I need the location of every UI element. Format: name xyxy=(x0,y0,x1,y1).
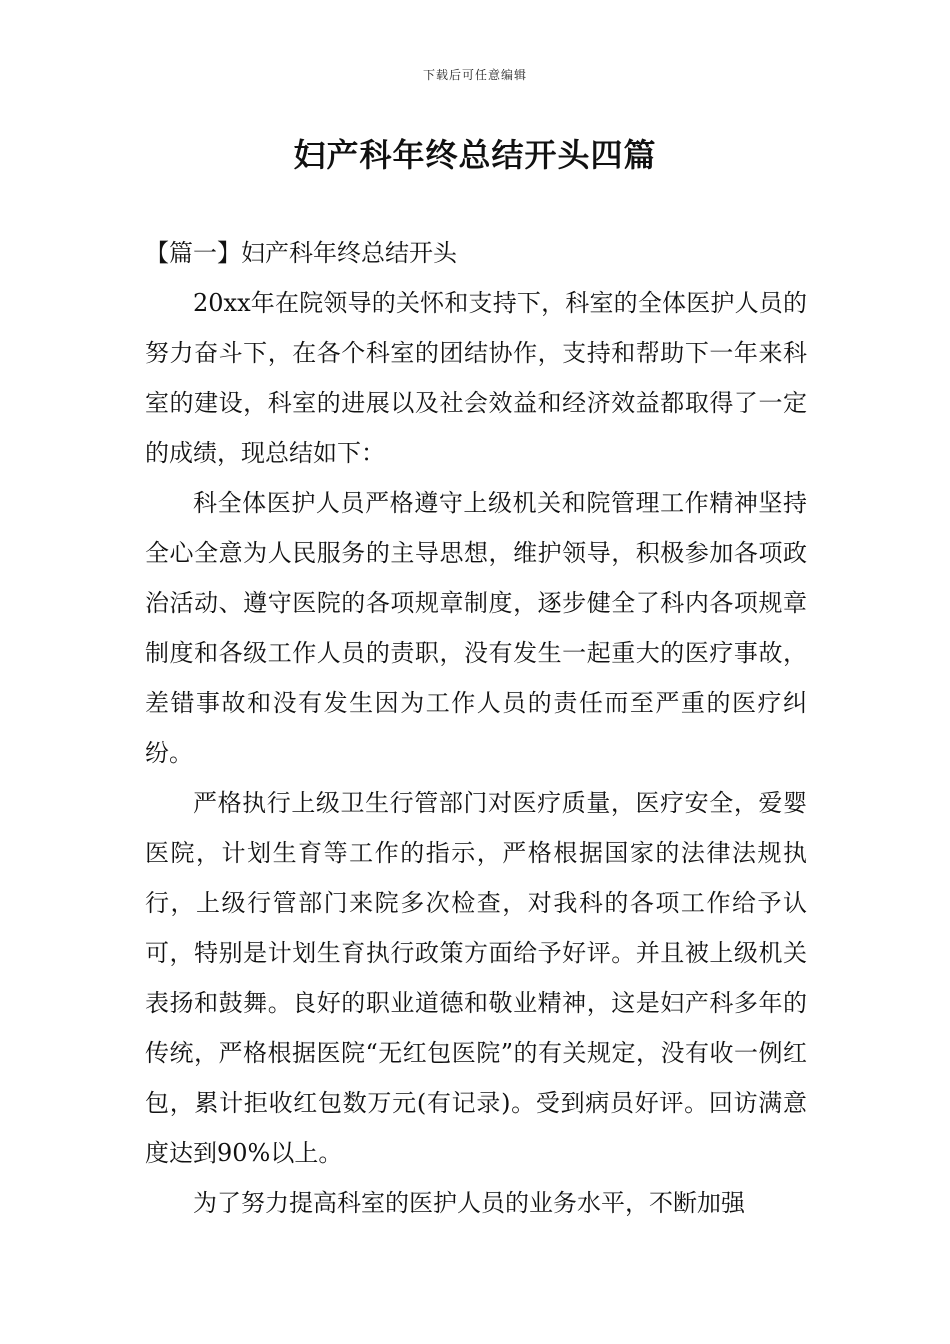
paragraph-3: 严格执行上级卫生行管部门对医疗质量，医疗安全，爱婴医院，计划生育等工作的指示，严格根据国家的法律法规执行，上级行管部门来院多次检查，对我科的各项工作给予认可，特别是计划生育执行政策方面给予好评。并且被上级机关表扬和鼓舞。良好的职业道德和敬业精神，这是妇产科多年的传统，严格根据医院“无红包医院”的有关规定，没有收一例红包，累计拒收红包数万元(有记录)。受到病员好评。回访满意度达到90%以上。 xyxy=(145,789,807,1167)
paragraph-2: 科全体医护人员严格遵守上级机关和院管理工作精神坚持全心全意为人民服务的主导思想，维护领导，积极参加各项政治活动、遵守医院的各项规章制度，逐步健全了科内各项规章制度和各级工作人员的责职，没有发生一起重大的医疗事故，差错事故和没有发生因为工作人员的责任而至严重的医疗纠纷。 xyxy=(145,489,807,767)
document-title: 妇产科年终总结开头四篇 xyxy=(293,136,657,174)
section-heading: 【篇一】妇产科年终总结开头 xyxy=(145,239,457,267)
paragraph-1: 20xx年在院领导的关怀和支持下，科室的全体医护人员的努力奋斗下，在各个科室的团结协作，支持和帮助下一年来科室的建设，科室的进展以及社会效益和经济效益都取得了一定的成绩，现总结如下： xyxy=(145,289,807,467)
header-note: 下载后可任意编辑 xyxy=(422,68,527,82)
paragraph-4: 为了努力提高科室的医护人员的业务水平，不断加强 xyxy=(193,1189,745,1217)
document-body xyxy=(145,228,807,1228)
